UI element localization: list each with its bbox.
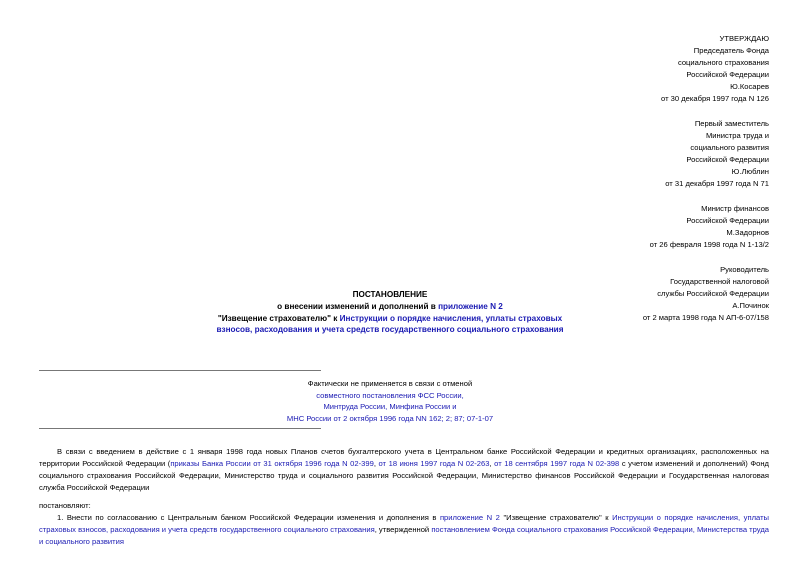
- approval-mintrud: [439, 118, 769, 190]
- approval-line: Российской Федерации: [686, 70, 769, 79]
- appendix-quote-link[interactable]: [217, 314, 564, 335]
- bank-order-link-3[interactable]: от 18 сентября 1997 года N 02-398: [494, 459, 620, 468]
- approval-line: от 26 февраля 1998 года N 1-13/2: [649, 240, 769, 249]
- approval-line: Министра труда и: [705, 131, 769, 140]
- status-note-text: Фактически не применяется в связи с отменой: [307, 379, 473, 388]
- approval-line: М.Задорнов: [726, 228, 769, 237]
- cancel-act-link-3[interactable]: МНС России от 2 октября 1996 года NN 162; 2; 87; 07-1-07: [286, 413, 494, 423]
- title-body: [200, 301, 580, 336]
- clause-text-2: "Извещение страхователю" к: [499, 513, 613, 522]
- approval-line: службы Российской Федерации: [657, 289, 769, 298]
- approval-line: Руководитель: [720, 265, 769, 274]
- approval-minfin: [439, 203, 769, 251]
- status-note: [200, 378, 580, 424]
- cancel-act-link-1[interactable]: совместного постановления ФСС России,: [316, 390, 464, 400]
- approval-line: Ю.Люблин: [731, 167, 769, 176]
- approval-line: Министр финансов: [701, 204, 769, 213]
- appendix-2-link[interactable]: приложение N 2: [438, 301, 503, 311]
- instruction-link[interactable]: Инструкции о порядке начисления, уплаты страховых взносов, расходования и учета средств государственного социального страхования: [216, 313, 564, 335]
- bank-order-link-1[interactable]: приказы Банка России от 31 октября 1996 года N 02-399: [170, 459, 374, 468]
- preamble-text-1: В связи с введением в действие с 1 января 1998 года новых Планов счетов бухгалтерского учета в Центральном банке Российской Федерации и кредитных организациях, расположенных на территории Российской Федерации (: [39, 447, 769, 468]
- approval-line: Ю.Косарев: [730, 82, 769, 91]
- divider-bottom: [39, 428, 321, 429]
- divider-top: [39, 370, 321, 371]
- approval-line: от 2 марта 1998 года N АП-6-07/158: [642, 313, 769, 322]
- approval-line: УТВЕРЖДАЮ: [719, 34, 769, 43]
- clause-resolution-link[interactable]: постановлением Фонда социального страхования Российской Федерации, Министерства труда и социального развития: [39, 525, 769, 546]
- title-intro: о внесении изменений и дополнений в: [277, 301, 439, 311]
- bank-order-link-2[interactable]: от 18 июня 1997 года N 02-263: [378, 459, 490, 468]
- approval-fss: [439, 33, 769, 105]
- clause-instruction-link[interactable]: Инструкции о порядке начисления, уплаты страховых взносов, расходования и учета средств государственного социального страхования: [39, 513, 770, 534]
- preamble-paragraph: [39, 446, 769, 494]
- clause-text-1: 1. Внести по согласованию с Центральным банком Российской Федерации изменения и дополнения в: [57, 513, 440, 522]
- cancel-act-link-2[interactable]: Минтруда России, Минфина России и: [323, 402, 457, 411]
- approval-line: Российской Федерации: [686, 155, 769, 164]
- clause-text-3: , утвержденной: [374, 525, 432, 534]
- approval-line: социального страхования: [677, 58, 769, 67]
- approval-line: от 31 декабря 1997 года N 71: [665, 179, 769, 188]
- resolves-line: постановляют:: [39, 501, 91, 510]
- approval-line: Первый заместитель: [694, 119, 769, 128]
- title-heading: ПОСТАНОВЛЕНИЕ: [352, 290, 428, 299]
- approval-line: от 30 декабря 1997 года N 126: [661, 94, 769, 103]
- document-title: [200, 289, 580, 336]
- approval-line: Российской Федерации: [686, 216, 769, 225]
- preamble-text-3: ,: [489, 459, 495, 468]
- approval-line: Председатель Фонда: [693, 46, 769, 55]
- clause-1-paragraph: [39, 512, 769, 548]
- clause-appendix-link[interactable]: приложение N 2: [439, 513, 500, 522]
- preamble-text-2: ,: [373, 459, 379, 468]
- preamble-text-4: с учетом изменений и дополнений) Фонд социального страхования Российской Федерации, Министерство труда и социального развития Российской Федерации, Министерство финансов Российской Федерации и Государственная налоговая служба Российской Федерации: [39, 459, 769, 492]
- approval-line: социального развития: [690, 143, 769, 152]
- approval-line: Государственной налоговой: [670, 277, 769, 286]
- title-quote-text: "Извещение страхователю" к: [217, 313, 340, 323]
- approval-line: А.Починок: [732, 301, 769, 310]
